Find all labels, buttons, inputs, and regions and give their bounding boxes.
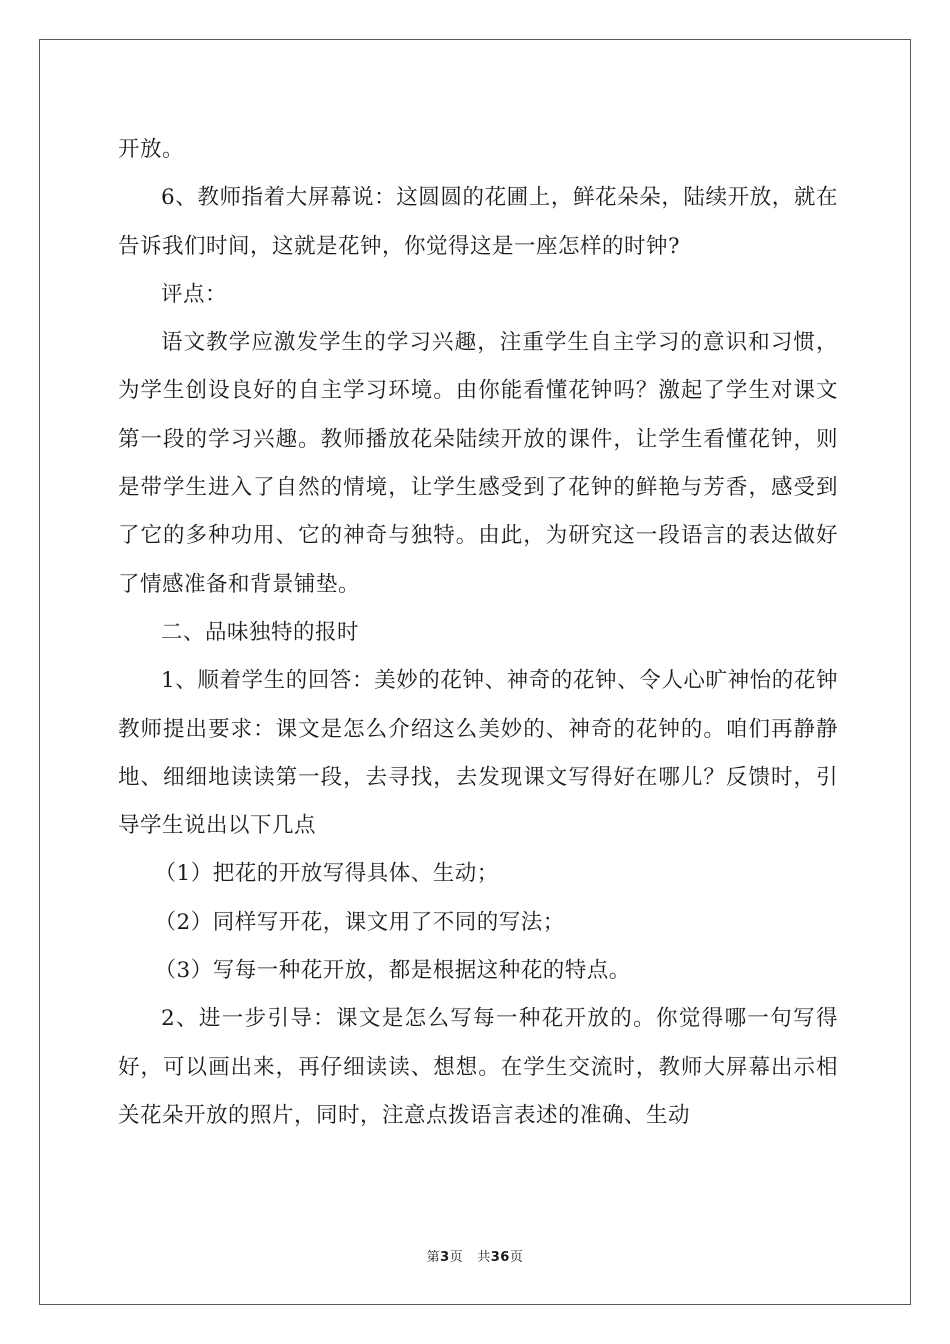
page-prefix: 第: [426, 1250, 441, 1265]
list-item-1: （1）把花的开放写得具体、生动；: [154, 861, 499, 887]
document-body: [118, 126, 838, 1140]
paragraph-step-1: 1、顺着学生的回答：美妙的花钟、神奇的花钟、令人心旷神怡的花钟教师提出要求：课文是怎么介绍这么美妙的、神奇的花钟的。咱们再静静地、细细地读读第一段，去寻找，去发现课文写得好在哪儿？反馈时，引导学生说出以下几点: [118, 668, 838, 839]
paragraph-comment-heading: 评点：: [161, 281, 228, 307]
page-suffix: 页: [449, 1250, 464, 1265]
paragraph-step-6: 6、教师指着大屏幕说：这圆圆的花圃上，鲜花朵朵，陆续开放，就在告诉我们时间，这就是花钟，你觉得这是一座怎样的时钟?: [118, 185, 838, 259]
page-footer: [0, 1246, 950, 1265]
total-pages: 36: [490, 1250, 510, 1265]
paragraph-continuation: 开放。: [118, 137, 185, 162]
paragraph-comment-body: 语文教学应激发学生的学习兴趣，注重学生自主学习的意识和习惯，为学生创设良好的自主学习环境。由你能看懂花钟吗？激起了学生对课文第一段的学习兴趣。教师播放花朵陆续开放的课件，让学生看懂花钟，则是带学生进入了自然的情境，让学生感受到了花钟的鲜艳与芳香，感受到了它的多种功用、它的神奇与独特。由此，为研究这一段语言的表达做好了情感准备和背景铺垫。: [118, 330, 838, 597]
list-item-3: （3）写每一种花开放，都是根据这种花的特点。: [154, 958, 631, 984]
paragraph-step-2: 2、进一步引导：课文是怎么写每一种花开放的。你觉得哪一句写得好，可以画出来，再仔细读读、想想。在学生交流时，教师大屏幕出示相关花朵开放的照片，同时，注意点拨语言表述的准确、生动: [118, 1006, 838, 1128]
total-prefix: 共: [477, 1250, 491, 1265]
section-heading: 二、品味独特的报时: [161, 619, 360, 645]
total-suffix: 页: [509, 1250, 524, 1265]
list-item-2: （2）同样写开花，课文用了不同的写法；: [154, 909, 565, 935]
page-number: 3: [440, 1250, 450, 1265]
